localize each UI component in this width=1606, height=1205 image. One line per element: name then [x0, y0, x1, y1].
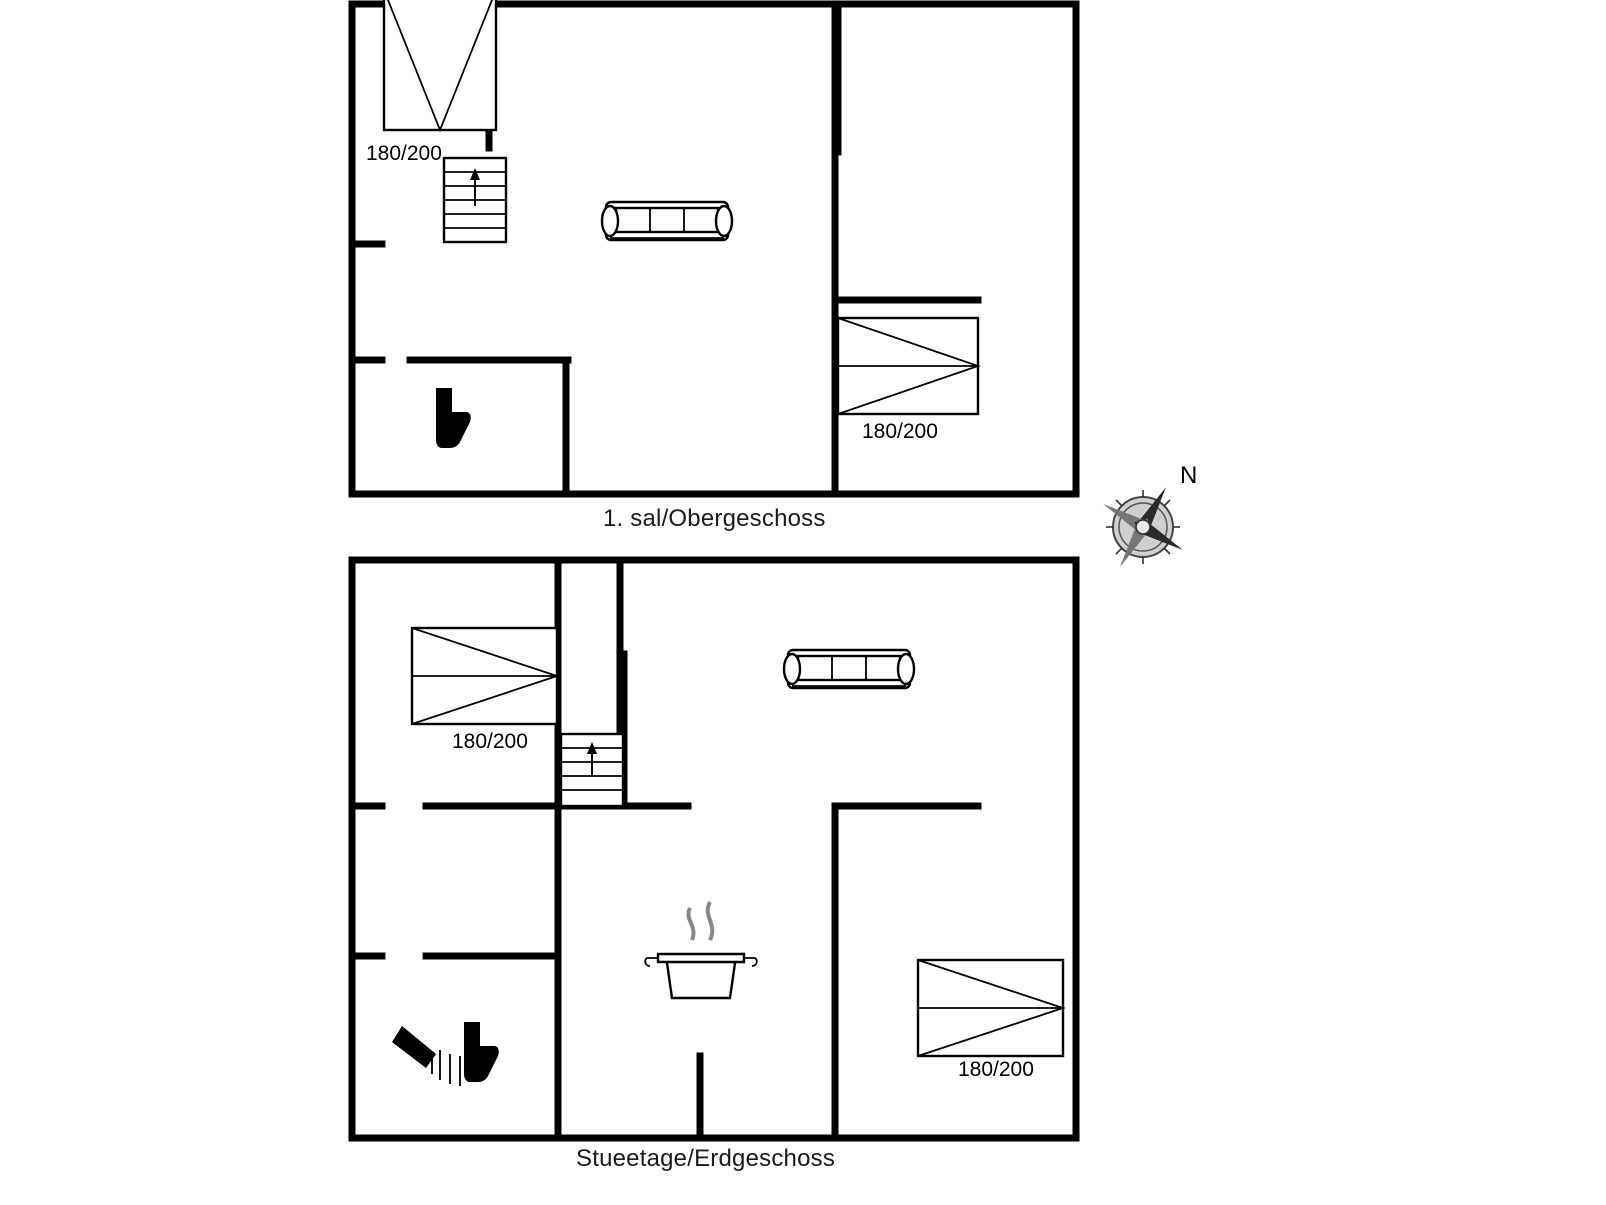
- stairs-up-icon-upper: [444, 158, 506, 242]
- bed-icon-upper-right: [838, 318, 978, 414]
- bed-label-ground-left: 180/200: [452, 730, 528, 753]
- bed-label-upper-right: 180/200: [862, 420, 938, 443]
- floor-caption-ground: Stueetage/Erdgeschoss: [576, 1145, 836, 1172]
- floor-upper-plan: [348, 0, 1108, 510]
- toilet-icon-upper: [436, 388, 471, 448]
- shower-icon: [392, 1026, 460, 1086]
- compass-north-label: N: [1180, 462, 1198, 489]
- bed-label-upper-left: 180/200: [366, 142, 442, 165]
- sofa-icon-upper: [602, 202, 732, 240]
- bed-icon-ground-right: [918, 960, 1063, 1056]
- bed-icon-ground-left: [412, 628, 557, 724]
- floor-caption-upper: 1. sal/Obergeschoss: [603, 505, 826, 532]
- bed-label-ground-right: 180/200: [958, 1058, 1034, 1081]
- sofa-icon-ground: [784, 650, 914, 688]
- cooking-pot-icon: [645, 902, 757, 998]
- toilet-icon-ground: [464, 1022, 499, 1082]
- stairs-up-icon-ground: [561, 734, 623, 806]
- bed-icon-upper-left: [384, 0, 496, 130]
